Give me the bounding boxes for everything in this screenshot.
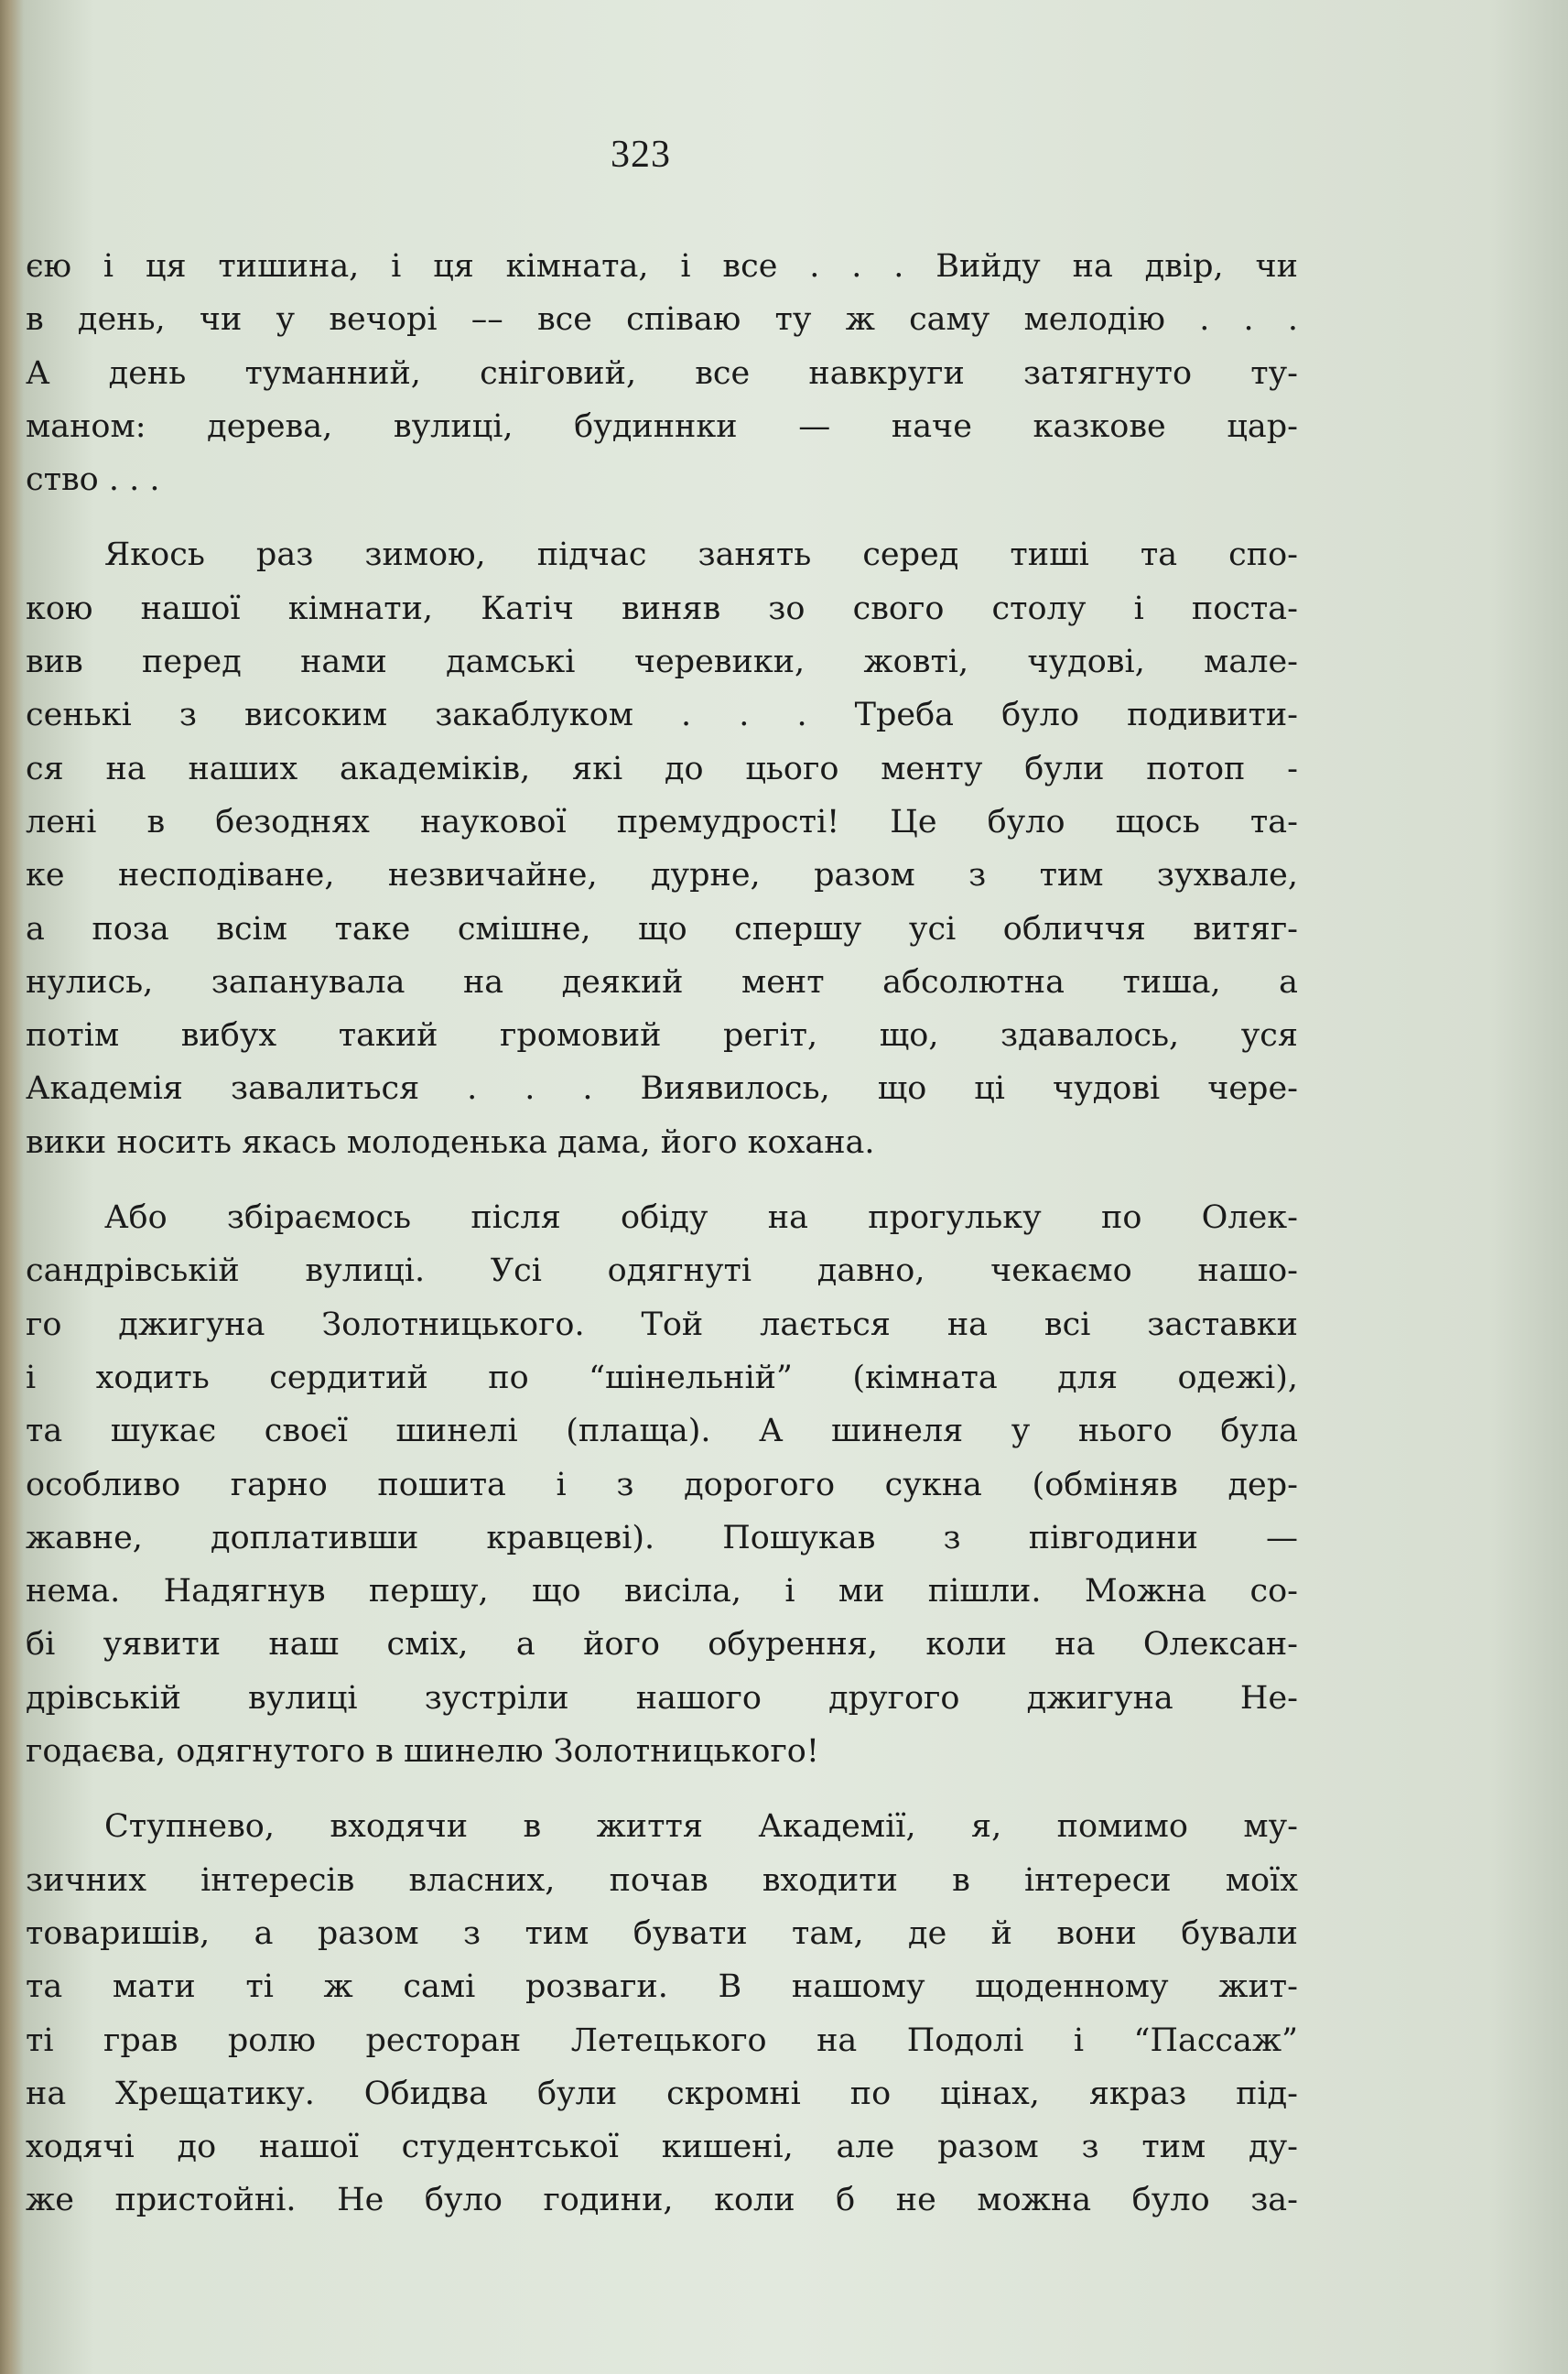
- text-line: ке несподіване, незвичайне, дурне, разом з тим зухвале,: [26, 857, 1298, 894]
- text-line: же пристойні. Не було години, коли б не можна було за-: [26, 2182, 1298, 2219]
- text-line: ся на наших академіків, які до цього менту були потоп -: [26, 750, 1298, 787]
- text-line: в день, чи у вечорі –– все співаю ту ж саму мелодію . . .: [26, 301, 1298, 339]
- text-line: кою нашої кімнати, Катіч виняв зо свого столу і поста-: [26, 590, 1298, 627]
- text-line: особливо гарно пошита і з дорогого сукна (обміняв дер-: [26, 1466, 1298, 1503]
- paragraph-gap: [26, 1778, 1298, 1800]
- text-line: дрівській вулиці зустріли нашого другого джигуна Не-: [26, 1679, 1298, 1717]
- text-line: зичних інтересів власних, почав входити в інтереси моїх: [26, 1861, 1298, 1899]
- text-line: лені в безоднях наукової премудрості! Це було щось та-: [26, 803, 1298, 840]
- text-line: А день туманний, сніговий, все навкруги затягнуто ту-: [26, 354, 1298, 392]
- text-line: вики носить якась молоденька дама, його кохана.: [26, 1123, 875, 1161]
- text-line: нема. Надягнув першу, що висіла, і ми пішли. Можна со-: [26, 1573, 1298, 1610]
- binding-gutter: [0, 0, 24, 2374]
- paragraph-gap: [26, 1169, 1298, 1191]
- text-line: маном: дерева, вулиці, будиннки — наче казкове цар-: [26, 407, 1298, 445]
- text-line: Якось раз зимою, підчас занять серед тиші та спо-: [104, 537, 1298, 574]
- text-line: Або збіраємось після обіду на прогульку по Олек-: [104, 1199, 1298, 1237]
- text-line: вив перед нами дамські черевики, жовті, чудові, мале-: [26, 644, 1298, 681]
- text-line: ті грав ролю ресторан Летецького на Подолі і “Пассаж”: [26, 2022, 1298, 2059]
- text-line: єю і ця тишина, і ця кімната, і все . . . Вийду на двір, чи: [26, 248, 1298, 285]
- text-line: та мати ті ж самі розваги. В нашому щоденному жит-: [26, 1968, 1298, 2006]
- text-line: годаєва, одягнутого в шинелю Золотницького!: [26, 1733, 819, 1771]
- text-line: ство . . .: [26, 461, 160, 499]
- text-line: Академія завалиться . . . Виявилось, що ці чудові чере-: [26, 1070, 1298, 1108]
- text-line: сенькі з високим закаблуком . . . Треба було подивити-: [26, 697, 1298, 734]
- text-line: та шукає своєї шинелі (плаща). А шинеля у нього була: [26, 1413, 1298, 1450]
- text-line: жавне, доплативши кравцеві). Пошукав з півгодини —: [26, 1519, 1298, 1556]
- text-line: а поза всім таке смішне, що спершу усі обличчя витяг-: [26, 910, 1298, 948]
- text-line: сандрівській вулиці. Усі одягнуті давно, чекаємо нашо-: [26, 1252, 1298, 1290]
- body-text: [26, 240, 1298, 2228]
- text-line: ходячі до нашої студентської кишені, але разом з тим ду-: [26, 2129, 1298, 2166]
- text-line: і ходить сердитий по “шінельній” (кімната для одежі),: [26, 1359, 1298, 1396]
- text-line: го джигуна Золотницького. Той лається на всі заставки: [26, 1306, 1298, 1343]
- paragraph-gap: [26, 506, 1298, 528]
- page-number: 323: [611, 134, 671, 176]
- text-line: на Хрещатику. Обидва були скромні по цінах, якраз під-: [26, 2075, 1298, 2112]
- text-line: Ступнево, входячи в життя Академії, я, помимо му-: [104, 1808, 1298, 1846]
- text-line: нулись, запанувала на деякий мент абсолютна тиша, а: [26, 963, 1298, 1001]
- text-line: потім вибух такий громовий регіт, що, здавалось, уся: [26, 1017, 1298, 1055]
- text-line: товаришів, а разом з тим бувати там, де й вони бували: [26, 1914, 1298, 1952]
- text-line: бі уявити наш сміх, а його обурення, коли на Олексан-: [26, 1626, 1298, 1664]
